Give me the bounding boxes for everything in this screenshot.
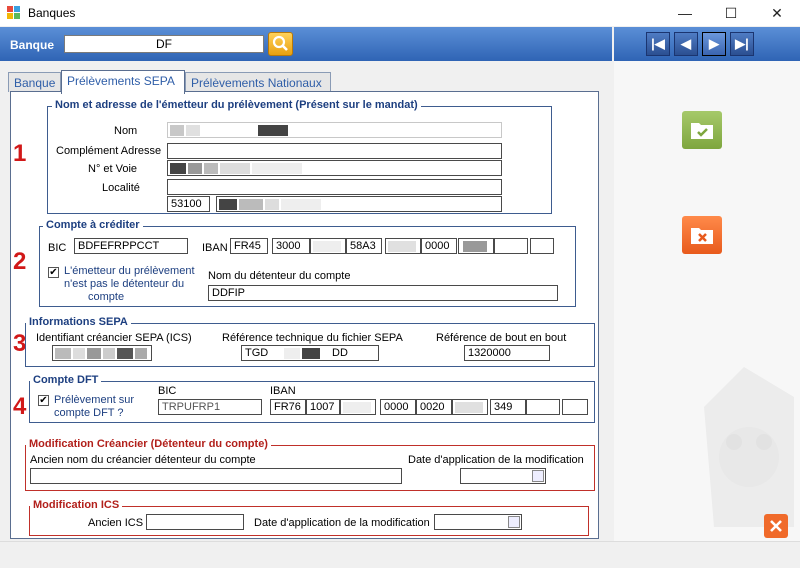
dft-iban-part-9[interactable]	[562, 399, 588, 415]
previous-record-button[interactable]	[674, 32, 698, 56]
date-modif-creancier-field[interactable]	[460, 468, 546, 484]
ref-tech-field[interactable]	[241, 345, 379, 361]
iban-part-8[interactable]	[494, 238, 528, 254]
ancien-ics-field[interactable]	[146, 514, 244, 530]
close-window-button[interactable]: ✕	[771, 5, 783, 21]
iban-part-1[interactable]: FR45	[230, 238, 268, 254]
status-bar	[0, 541, 800, 568]
next-icon: ▶	[709, 36, 719, 51]
dft-iban-part-1[interactable]: FR76	[270, 399, 306, 415]
dft-iban-part-7[interactable]: 349	[490, 399, 526, 415]
emitter-not-holder-checkbox[interactable]: ✔	[49, 267, 58, 278]
complement-field[interactable]	[167, 143, 502, 159]
holder-label: Nom du détenteur du compte	[208, 270, 351, 282]
app-icon	[7, 6, 21, 20]
emitter-not-holder-label-3: compte	[88, 291, 125, 303]
minimize-button[interactable]: —	[678, 5, 692, 21]
bic-label: BIC	[48, 242, 67, 254]
section-number-3: 3	[13, 330, 27, 357]
ancien-creancier-field[interactable]	[30, 468, 402, 484]
holder-field[interactable]: DDFIP	[208, 285, 558, 301]
dft-iban-part-3[interactable]	[340, 399, 376, 415]
section-number-4: 4	[13, 393, 27, 420]
iban-part-2[interactable]: 3000	[272, 238, 310, 254]
cancel-button[interactable]	[682, 216, 722, 254]
dft-legend: Compte DFT	[30, 374, 101, 386]
tab-banque[interactable]: Banque	[8, 72, 61, 92]
previous-icon: ◀	[681, 36, 691, 51]
emitter-group	[47, 99, 552, 214]
background-decoration	[674, 327, 800, 537]
emitter-not-holder-label-2: n'est pas le détenteur du	[64, 278, 185, 290]
ics-field[interactable]	[52, 345, 152, 361]
tab-prelevements-sepa[interactable]: Prélèvements SEPA	[61, 70, 185, 94]
iban-part-3[interactable]	[310, 238, 346, 254]
modif-creancier-legend: Modification Créancier (Détenteur du compte)	[26, 438, 271, 450]
dft-iban-label: IBAN	[270, 385, 296, 397]
dft-group	[29, 374, 595, 423]
section-number-1: 1	[13, 140, 27, 167]
search-icon	[269, 33, 292, 55]
first-record-button[interactable]	[646, 32, 670, 56]
city-field[interactable]	[216, 196, 502, 212]
window-title: Banques	[28, 6, 76, 20]
complement-label: Complément Adresse	[56, 145, 162, 157]
first-icon: |◀	[651, 36, 665, 51]
voie-field[interactable]	[167, 160, 502, 176]
dft-iban-part-5[interactable]: 0020	[416, 399, 452, 415]
date-modif-ics-label: Date d'application de la modification	[254, 517, 430, 529]
dft-iban-part-4[interactable]: 0000	[380, 399, 416, 415]
emitter-legend: Nom et adresse de l'émetteur du prélèvement (Présent sur le mandat)	[52, 99, 421, 111]
folder-cross-icon	[682, 216, 722, 254]
calendar-icon[interactable]	[508, 516, 520, 528]
record-navigation	[614, 27, 800, 61]
localite-label: Localité	[102, 182, 140, 194]
dft-iban-part-2[interactable]: 1007	[306, 399, 340, 415]
last-record-button[interactable]	[730, 32, 754, 56]
sepa-legend: Informations SEPA	[26, 316, 131, 328]
title-bar	[0, 0, 800, 26]
iban-label: IBAN	[202, 242, 228, 254]
compte-legend: Compte à créditer	[43, 219, 143, 231]
iban-part-9[interactable]	[530, 238, 554, 254]
dft-iban-part-8[interactable]	[526, 399, 560, 415]
bic-field[interactable]: BDFEFRPPCCT	[74, 238, 188, 254]
dft-iban-part-6[interactable]	[452, 399, 488, 415]
ref-tech-label: Référence technique du fichier SEPA	[222, 332, 403, 344]
emitter-not-holder-label-1: L'émetteur du prélèvement	[64, 265, 195, 277]
voie-label: N° et Voie	[88, 163, 138, 175]
validate-button[interactable]	[682, 111, 722, 149]
search-button[interactable]	[268, 32, 293, 56]
compte-group	[39, 219, 576, 307]
ref-tech-value-end: DD	[332, 347, 348, 359]
modif-ics-legend: Modification ICS	[30, 499, 122, 511]
iban-part-4[interactable]: 58A3	[346, 238, 382, 254]
ancien-ics-label: Ancien ICS	[88, 517, 144, 529]
right-panel	[614, 27, 800, 541]
ics-label: Identifiant créancier SEPA (ICS)	[36, 332, 192, 344]
ref-tech-value-start: TGD	[245, 347, 269, 359]
tab-content	[10, 91, 599, 539]
modif-ics-group	[29, 499, 589, 536]
ref-bout-label: Référence de bout en bout	[436, 332, 567, 344]
nom-label: Nom	[114, 125, 138, 137]
bank-input[interactable]: DF	[64, 35, 264, 53]
dft-bic-field[interactable]: TRPUFRP1	[158, 399, 262, 415]
maximize-button[interactable]: ☐	[724, 5, 738, 21]
bank-label: Banque	[10, 38, 55, 52]
nom-field[interactable]	[167, 122, 502, 138]
bank-header	[0, 27, 612, 61]
localite-field[interactable]	[167, 179, 502, 195]
date-modif-creancier-label: Date d'application de la modification	[408, 454, 584, 466]
dft-checkbox[interactable]: ✔	[39, 395, 48, 406]
close-icon	[764, 514, 788, 538]
close-button[interactable]	[764, 514, 788, 538]
next-record-button[interactable]	[702, 32, 726, 56]
iban-part-7[interactable]	[458, 238, 494, 254]
last-icon: ▶|	[735, 36, 749, 51]
date-modif-ics-field[interactable]	[434, 514, 522, 530]
tab-prelevements-nationaux[interactable]: Prélèvements Nationaux	[185, 72, 331, 92]
calendar-icon[interactable]	[532, 470, 544, 482]
iban-part-5[interactable]	[385, 238, 421, 254]
dft-checkbox-label-1: Prélèvement sur	[54, 394, 135, 406]
folder-check-icon	[682, 111, 722, 149]
modif-creancier-group	[25, 438, 595, 491]
section-number-2: 2	[13, 248, 27, 275]
ancien-creancier-label: Ancien nom du créancier détenteur du compte	[30, 454, 256, 466]
dft-bic-label: BIC	[158, 385, 177, 397]
ref-bout-field[interactable]: 1320000	[464, 345, 550, 361]
postcode-field[interactable]: 53100	[167, 196, 210, 212]
dft-checkbox-label-2: compte DFT ?	[54, 407, 124, 419]
sepa-group	[25, 316, 595, 367]
iban-part-6[interactable]: 0000	[421, 238, 457, 254]
